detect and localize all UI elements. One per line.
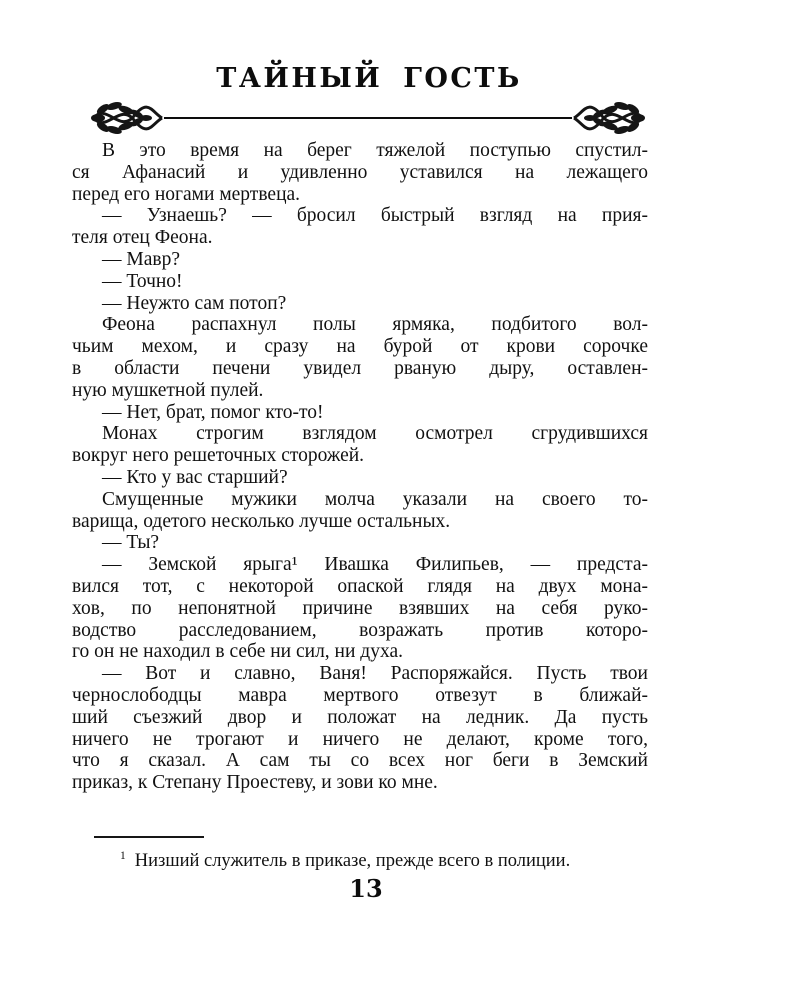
footnote-marker: 1 <box>120 850 126 862</box>
text-line: ся Афанасий и удивленно уставился на лежащего <box>72 161 648 183</box>
footnote-rule <box>94 836 204 838</box>
text-line: В это время на берег тяжелой поступью спустил- <box>102 140 648 161</box>
floral-ornament-left-icon <box>90 100 164 136</box>
floral-ornament-right-icon <box>572 100 646 136</box>
text-line: го он не находил в себе ни сил, ни духа. <box>72 641 403 663</box>
text-line: в области печени увидел рваную дыру, оставлен- <box>72 357 648 379</box>
header-rule-line <box>164 117 572 119</box>
text-line: — Ты? <box>102 532 160 554</box>
text-line: перед его ногами мертвеца. <box>72 183 301 205</box>
text-line: — Точно! <box>102 270 183 292</box>
page-title: ТАЙНЫЙ ГОСТЬ <box>216 63 522 94</box>
text-line: Монах строгим взглядом осмотрел сгрудившихся <box>102 423 648 445</box>
text-line: хов, по непонятной причине взявших на себя руко- <box>72 597 648 619</box>
text-line: водство расследованием, возражать против которо- <box>72 619 648 641</box>
text-line: варища, одетого несколько лучше остальных. <box>72 510 451 532</box>
text-line: чьим мехом, и сразу на бурой от крови сорочке <box>72 336 648 358</box>
text-line: ную мушкетной пулей. <box>72 379 264 401</box>
text-line: теля отец Феона. <box>72 227 213 249</box>
body-text <box>72 140 648 794</box>
text-line: приказ, к Степану Проестеву, и зови ко мне. <box>72 772 438 794</box>
text-line: — Вот и славно, Ваня! Распоряжайся. Пусть твои <box>102 663 648 685</box>
text-line: — Нет, брат, помог кто-то! <box>102 401 324 423</box>
footnote <box>72 845 648 872</box>
text-line: — Земской ярыга¹ Ивашка Филипьев, — предста- <box>102 554 648 576</box>
text-line: — Кто у вас старший? <box>102 466 288 488</box>
text-line: Смущенные мужики молча указали на своего то- <box>102 488 648 510</box>
text-line: — Мавр? <box>102 248 180 270</box>
text-line: вокруг него решеточных сторожей. <box>72 445 365 467</box>
text-line: ничего не трогают и ничего не делают, кроме того, <box>72 728 648 750</box>
page-number: 13 <box>349 874 383 903</box>
text-line: чернослободцы мавра мертвого отвезут в ближай- <box>72 684 648 706</box>
text-line: — Неужто сам потоп? <box>102 292 287 314</box>
footnote-text: Низший служитель в приказе, прежде всего в полиции. <box>134 851 571 872</box>
text-line: ший съезжий двор и положат на ледник. Да пусть <box>72 706 648 728</box>
text-line: — Узнаешь? — бросил быстрый взгляд на прия- <box>102 205 648 227</box>
chapter-header <box>72 64 648 136</box>
text-line: что я сказал. А сам ты со всех ног беги в Земский <box>72 750 648 772</box>
text-line: вился тот, с некоторой опаской глядя на двух мона- <box>72 575 648 597</box>
header-rule <box>90 100 646 136</box>
text-line: Феона распахнул полы ярмяка, подбитого вол- <box>102 314 648 336</box>
